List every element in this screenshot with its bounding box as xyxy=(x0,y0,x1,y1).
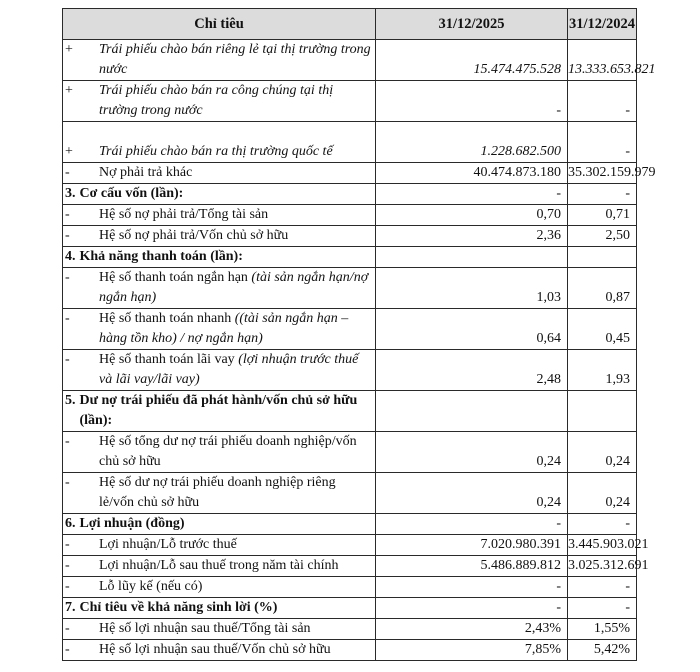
row-marker: 3. xyxy=(65,186,76,201)
value-2024: 1,93 xyxy=(568,350,637,391)
row-marker: - xyxy=(65,165,70,180)
header-2025: 31/12/2025 xyxy=(376,9,568,40)
row-marker: - xyxy=(65,311,70,326)
value-2025: 0,24 xyxy=(376,432,568,473)
table-row xyxy=(63,556,637,577)
table-row xyxy=(63,619,637,640)
row-label-cell xyxy=(63,268,376,309)
row-label xyxy=(99,205,375,225)
row-label-italic: (lợi nhuận trước thuế và lãi vay/lãi vay) xyxy=(99,352,359,387)
value-2025: 5.486.889.812 xyxy=(376,556,568,577)
value-2025: - xyxy=(376,184,568,205)
row-label xyxy=(99,142,375,162)
table-row xyxy=(63,40,637,81)
table-row xyxy=(63,535,637,556)
row-marker: - xyxy=(65,558,70,573)
table-row xyxy=(63,309,637,350)
row-label-text: Khả năng thanh toán (lần): xyxy=(79,249,243,264)
header-2024: 31/12/2024 xyxy=(568,9,637,40)
value-2025: 40.474.873.180 xyxy=(376,163,568,184)
section-row xyxy=(63,514,637,535)
value-2025 xyxy=(376,247,568,268)
row-label-text: Dư nợ trái phiếu đã phát hành/vốn chủ sở hữu (lần): xyxy=(79,393,358,428)
row-label xyxy=(99,432,375,472)
value-2025: 2,48 xyxy=(376,350,568,391)
row-marker: + xyxy=(65,42,73,57)
value-2024: - xyxy=(568,122,637,163)
value-2024 xyxy=(568,247,637,268)
row-label-cell xyxy=(63,40,376,81)
table-row xyxy=(63,226,637,247)
value-2024: 0,87 xyxy=(568,268,637,309)
value-2025: 2,36 xyxy=(376,226,568,247)
section-row xyxy=(63,184,637,205)
value-2024: - xyxy=(568,81,637,122)
row-label-text: Hệ số thanh toán ngắn hạn xyxy=(99,270,252,285)
financial-indicators-sheet xyxy=(62,8,656,661)
section-row xyxy=(63,598,637,619)
row-label-cell xyxy=(63,122,376,163)
row-marker: - xyxy=(65,642,70,657)
row-label-cell xyxy=(63,391,376,432)
row-marker: - xyxy=(65,579,70,594)
row-label-cell xyxy=(63,619,376,640)
value-2025: 0,24 xyxy=(376,473,568,514)
row-label-cell xyxy=(63,640,376,661)
table-row xyxy=(63,81,637,122)
value-2025: - xyxy=(376,577,568,598)
value-2024: 13.333.653.821 xyxy=(568,40,637,81)
row-marker: - xyxy=(65,228,70,243)
value-2024: 0,24 xyxy=(568,432,637,473)
value-2025: 0,70 xyxy=(376,205,568,226)
row-label-cell xyxy=(63,514,376,535)
row-label xyxy=(99,473,375,513)
indicators-table xyxy=(62,8,656,661)
row-label-cell xyxy=(63,309,376,350)
row-label-cell xyxy=(63,226,376,247)
row-label xyxy=(80,514,376,534)
row-label xyxy=(99,226,375,246)
row-label-italic: Trái phiếu chào bán ra công chúng tại thị trường trong nước xyxy=(99,83,334,118)
row-marker: + xyxy=(65,144,73,159)
row-label-text: Nợ phải trả khác xyxy=(99,165,193,180)
header-label: Chỉ tiêu xyxy=(63,9,376,40)
value-2025: 7,85% xyxy=(376,640,568,661)
value-2025: 7.020.980.391 xyxy=(376,535,568,556)
row-marker: 4. xyxy=(65,249,76,264)
value-2025: 2,43% xyxy=(376,619,568,640)
row-label xyxy=(99,640,375,660)
value-2025 xyxy=(376,391,568,432)
row-label-text: Hệ số lợi nhuận sau thuế/Vốn chủ sở hữu xyxy=(99,642,331,657)
row-marker: - xyxy=(65,352,70,367)
table-row xyxy=(63,122,637,163)
table-row xyxy=(63,163,637,184)
row-label-text: Lợi nhuận/Lỗ sau thuế trong năm tài chính xyxy=(99,558,339,573)
table-row xyxy=(63,577,637,598)
row-label-cell xyxy=(63,535,376,556)
row-marker: 5. xyxy=(65,393,76,408)
value-2024: 0,45 xyxy=(568,309,637,350)
row-label xyxy=(99,619,375,639)
value-2024: 35.302.159.979 xyxy=(568,163,637,184)
table-row xyxy=(63,473,637,514)
row-marker: - xyxy=(65,621,70,636)
row-label-text: Lợi nhuận (đồng) xyxy=(79,516,185,531)
row-label xyxy=(99,163,375,183)
row-label-cell xyxy=(63,81,376,122)
row-label xyxy=(99,350,375,390)
value-2025: - xyxy=(376,81,568,122)
row-label-cell xyxy=(63,598,376,619)
section-row xyxy=(63,247,637,268)
value-2024 xyxy=(568,391,637,432)
row-label xyxy=(80,391,376,431)
row-label xyxy=(99,309,375,349)
row-label-text: Hệ số nợ phải trả/Tổng tài sản xyxy=(99,207,269,222)
row-label xyxy=(99,535,375,555)
value-2024: - xyxy=(568,598,637,619)
table-row xyxy=(63,350,637,391)
row-marker: - xyxy=(65,537,70,552)
row-label xyxy=(99,268,375,308)
value-2024: - xyxy=(568,514,637,535)
row-label-cell xyxy=(63,350,376,391)
row-label-italic: ((tài sản ngắn hạn – hàng tồn kho) / nợ ngắn hạn) xyxy=(99,311,349,346)
value-2025: 15.474.475.528 xyxy=(376,40,568,81)
value-2025: - xyxy=(376,514,568,535)
row-label-text: Hệ số lợi nhuận sau thuế/Tổng tài sản xyxy=(99,621,311,636)
row-label-cell xyxy=(63,247,376,268)
row-marker: - xyxy=(65,434,70,449)
row-label-cell xyxy=(63,205,376,226)
table-row xyxy=(63,432,637,473)
row-label-text: Chỉ tiêu về khả năng sinh lời (%) xyxy=(79,600,278,615)
row-label-italic: Trái phiếu chào bán riêng lẻ tại thị trường trong nước xyxy=(99,42,371,77)
row-label-text: Hệ số dư nợ trái phiếu doanh nghiệp riêng lẻ/vốn chủ sở hữu xyxy=(99,475,336,510)
row-marker: - xyxy=(65,270,70,285)
row-label-cell xyxy=(63,184,376,205)
table-row xyxy=(63,268,637,309)
row-label xyxy=(99,556,375,576)
row-label-text: Lỗ lũy kế (nếu có) xyxy=(99,579,203,594)
value-2024: 0,24 xyxy=(568,473,637,514)
value-2024: 5,42% xyxy=(568,640,637,661)
value-2025: - xyxy=(376,598,568,619)
value-2024: - xyxy=(568,577,637,598)
table-header-row xyxy=(63,9,637,40)
table-row xyxy=(63,640,637,661)
row-marker: - xyxy=(65,207,70,222)
value-2024: 3.445.903.021 xyxy=(568,535,637,556)
row-label xyxy=(99,577,375,597)
row-marker: 6. xyxy=(65,516,76,531)
value-2024: 2,50 xyxy=(568,226,637,247)
row-label-text: Hệ số tổng dư nợ trái phiếu doanh nghiệp/vốn chủ sở hữu xyxy=(99,434,357,469)
row-label-text: Hệ số nợ phải trả/Vốn chủ sở hữu xyxy=(99,228,289,243)
value-2025: 1.228.682.500 xyxy=(376,122,568,163)
row-label xyxy=(80,247,376,267)
value-2024: - xyxy=(568,184,637,205)
row-label-cell xyxy=(63,577,376,598)
row-label xyxy=(99,40,375,80)
row-label xyxy=(99,81,375,121)
row-label xyxy=(80,598,376,618)
row-marker: - xyxy=(65,475,70,490)
row-label-italic: (tài sản ngắn hạn/nợ ngắn hạn) xyxy=(99,270,369,305)
value-2024: 0,71 xyxy=(568,205,637,226)
row-marker: + xyxy=(65,83,73,98)
section-row xyxy=(63,391,637,432)
row-label xyxy=(80,184,376,204)
row-label-text: Hệ số thanh toán nhanh xyxy=(99,311,235,326)
value-2024: 3.025.312.691 xyxy=(568,556,637,577)
value-2025: 0,64 xyxy=(376,309,568,350)
value-2024: 1,55% xyxy=(568,619,637,640)
row-label-italic: Trái phiếu chào bán ra thị trường quốc tế xyxy=(99,144,333,159)
value-2025: 1,03 xyxy=(376,268,568,309)
row-label-cell xyxy=(63,473,376,514)
row-label-text: Hệ số thanh toán lãi vay xyxy=(99,352,239,367)
row-label-cell xyxy=(63,163,376,184)
row-label-text: Cơ cấu vốn (lần): xyxy=(79,186,184,201)
table-row xyxy=(63,205,637,226)
table-body xyxy=(63,40,656,661)
row-label-cell xyxy=(63,556,376,577)
row-label-cell xyxy=(63,432,376,473)
row-marker: 7. xyxy=(65,600,76,615)
row-label-text: Lợi nhuận/Lỗ trước thuế xyxy=(99,537,237,552)
